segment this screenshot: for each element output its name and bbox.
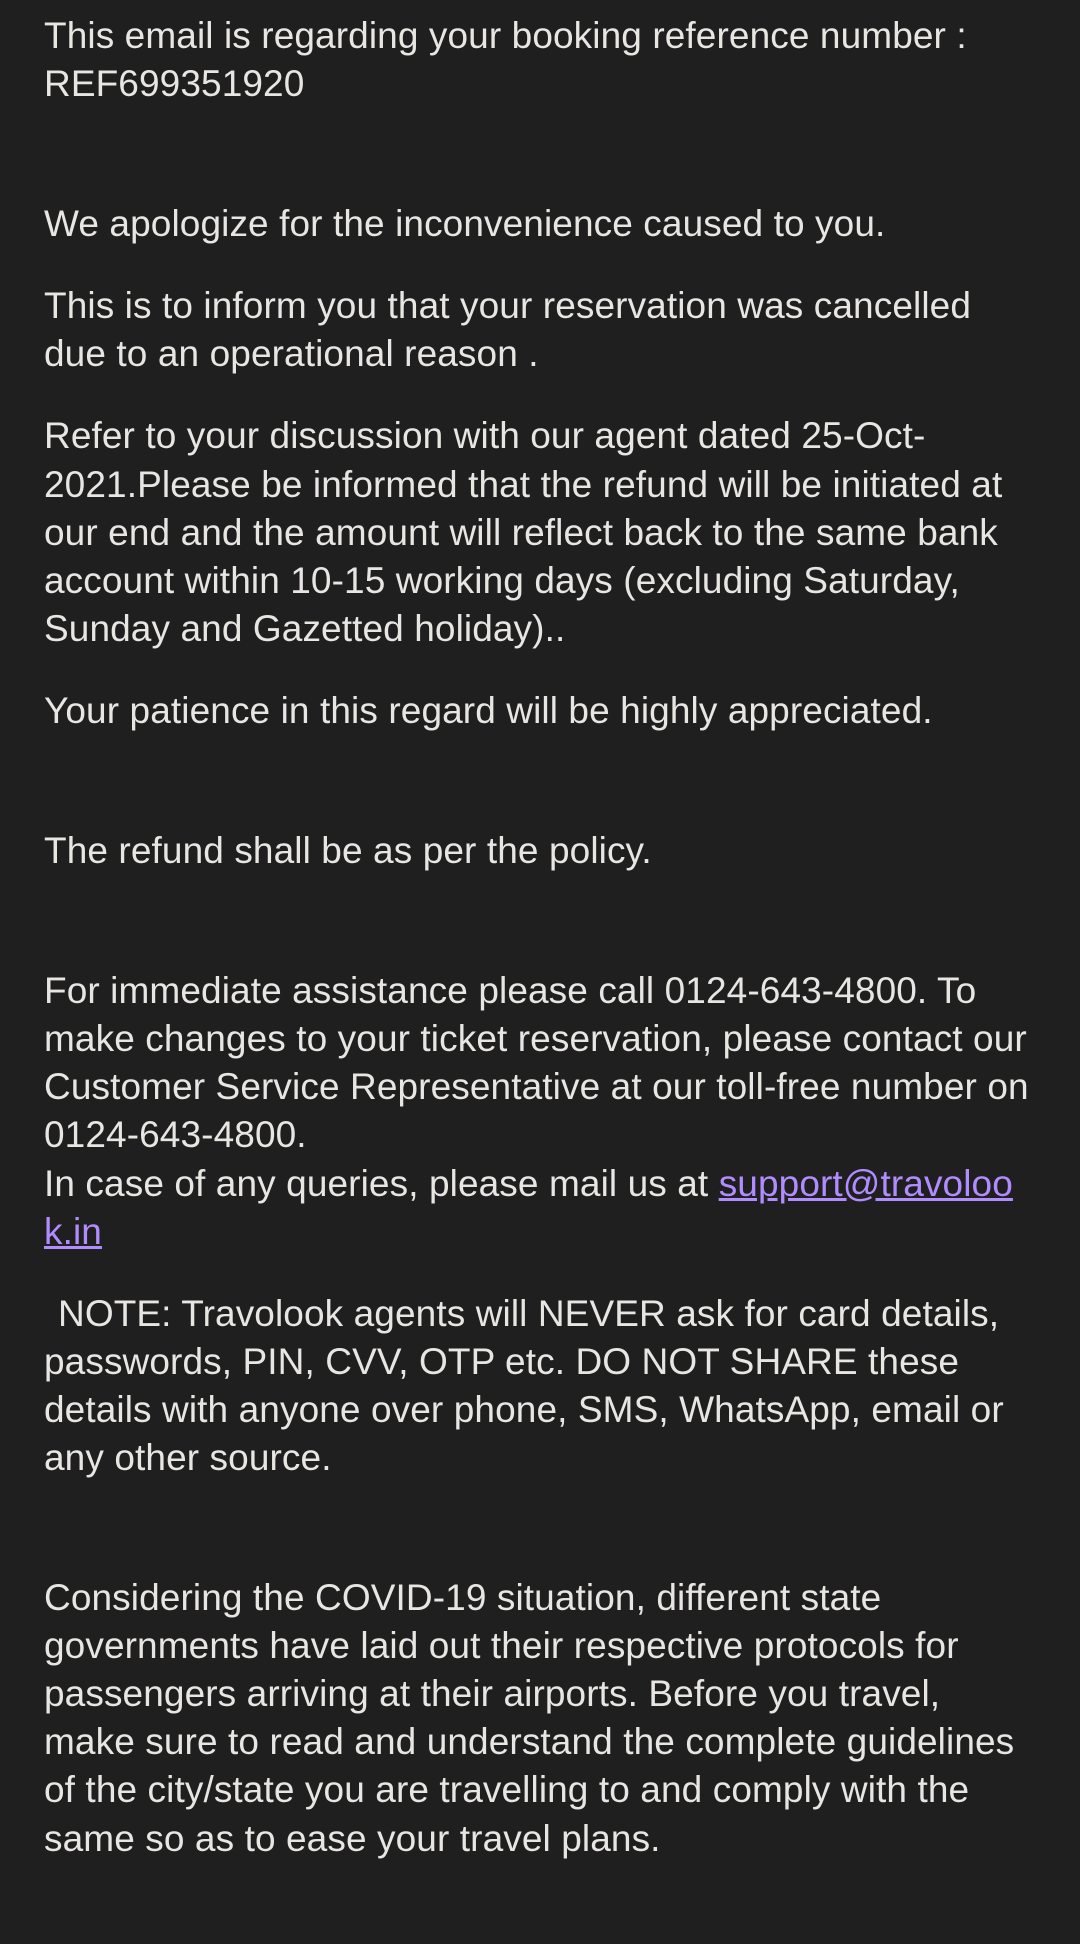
spacer: [44, 653, 1036, 687]
spacer: [44, 248, 1036, 282]
spacer: [44, 108, 1036, 200]
spacer: [44, 378, 1036, 412]
spacer: [44, 875, 1036, 967]
queries-prefix-text: In case of any queries, please mail us at: [44, 1162, 719, 1204]
support-email-link[interactable]: support@travolook.in: [44, 1162, 1013, 1252]
security-note-paragraph: NOTE: Travolook agents will NEVER ask for card details, passwords, PIN, CVV, OTP etc. DO NOT SHARE these details with anyone over phone, SMS, WhatsApp, email or any other source.: [44, 1292, 1004, 1478]
patience-note-paragraph: Your patience in this regard will be highly appreciated.: [44, 689, 933, 731]
spacer: [44, 735, 1036, 827]
refund-details-paragraph: Refer to your discussion with our agent dated 25-Oct-2021.Please be informed that the refund will be initiated at our end and the amount will reflect back to the same bank account within 10-15 working days (excluding Saturday, Sunday and Gazetted holiday)..: [44, 415, 1003, 649]
booking-reference-line: This email is regarding your booking reference number : REF699351920: [44, 15, 967, 105]
spacer: [44, 1482, 1036, 1574]
refund-policy-paragraph: The refund shall be as per the policy.: [44, 830, 652, 872]
apology-paragraph: We apologize for the inconvenience caused to you.: [44, 203, 886, 245]
queries-paragraph: [44, 1160, 1036, 1256]
spacer: [44, 1256, 1036, 1290]
covid-guidelines-paragraph: Considering the COVID-19 situation, different state governments have laid out their respective protocols for passengers arriving at their airports. Before you travel, make sure to read and understand the complete guidelines of the city/state you are travelling to and comply with the same so as to ease your travel plans.: [44, 1577, 1015, 1859]
assistance-paragraph: For immediate assistance please call 0124-643-4800. To make changes to your ticket reservation, please contact our Customer Service Representative at our toll-free number on 0124-643-4800.: [44, 970, 1029, 1156]
cancellation-notice-paragraph: This is to inform you that your reservation was cancelled due to an operational reason .: [44, 285, 971, 375]
